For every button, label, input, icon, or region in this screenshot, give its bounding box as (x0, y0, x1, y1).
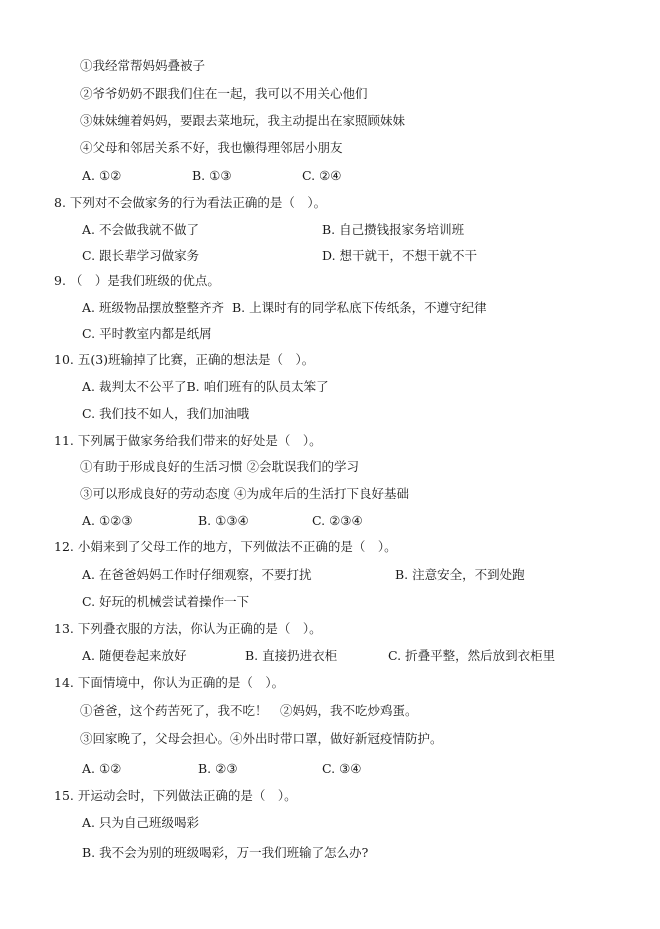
q10-option-ab: A. 裁判太不公平了B. 咱们班有的队员太笨了 (82, 379, 329, 394)
q8-option-b: B. 自己攒钱报家务培训班 (322, 222, 465, 237)
q14-statement-1: ①爸爸，这个药苦死了，我不吃！ ②妈妈，我不吃炒鸡蛋。 (80, 703, 418, 718)
q14-option-c: C. ③④ (322, 761, 362, 776)
q10-option-c: C. 我们技不如人，我们加油哦 (82, 406, 250, 421)
q7-statement-3: ③妹妹缠着妈妈，要跟去菜地玩，我主动提出在家照顾妹妹 (80, 113, 406, 128)
q14-option-b: B. ②③ (198, 761, 238, 776)
q9-stem: 9. （ ）是我们班级的优点。 (54, 273, 220, 288)
q8-option-a: A. 不会做我就不做了 (82, 222, 199, 237)
q13-option-c: C. 折叠平整，然后放到衣柜里 (388, 648, 556, 663)
q7-option-a: A. ①② (82, 168, 122, 183)
q15-stem: 15. 开运动会时，下列做法正确的是（ ）。 (54, 788, 297, 803)
q11-stem: 11. 下列属于做家务给我们带来的好处是（ ）。 (54, 433, 322, 448)
q8-stem: 8. 下列对不会做家务的行为看法正确的是（ ）。 (54, 195, 327, 210)
q13-stem: 13. 下列叠衣服的方法，你认为正确的是（ ）。 (54, 621, 322, 636)
q11-option-a: A. ①②③ (82, 513, 133, 528)
q12-option-c: C. 好玩的机械尝试着操作一下 (82, 594, 250, 609)
q11-statement-1: ①有助于形成良好的生活习惯 ②会耽误我们的学习 (80, 459, 359, 474)
q13-option-a: A. 随便卷起来放好 (82, 648, 187, 663)
q10-stem: 10. 五(3)班输掉了比赛，正确的想法是（ ）。 (54, 352, 315, 367)
q11-option-b: B. ①③④ (198, 513, 249, 528)
q7-option-c: C. ②④ (302, 168, 342, 183)
q12-stem: 12. 小娟来到了父母工作的地方，下列做法不正确的是（ ）。 (54, 539, 397, 554)
q8-option-c: C. 跟长辈学习做家务 (82, 248, 200, 263)
q14-statement-2: ③回家晚了，父母会担心。④外出时带口罩，做好新冠疫情防护。 (80, 731, 443, 746)
q15-option-b: B. 我不会为别的班级喝彩，万一我们班输了怎么办? (82, 845, 369, 860)
q12-option-b: B. 注意安全，不到处跑 (395, 567, 525, 582)
q15-option-a: A. 只为自己班级喝彩 (82, 815, 199, 830)
q9-option-a: A. 班级物品摆放整整齐齐 (82, 300, 224, 315)
q9-option-b: B. 上课时有的同学私底下传纸条，不遵守纪律 (232, 300, 487, 315)
q11-option-c: C. ②③④ (312, 513, 363, 528)
q8-option-d: D. 想干就干，不想干就不干 (322, 248, 478, 263)
q7-option-b: B. ①③ (192, 168, 232, 183)
q14-option-a: A. ①② (82, 761, 122, 776)
q14-stem: 14. 下面情境中，你认为正确的是（ ）。 (54, 675, 285, 690)
q7-statement-2: ②爷爷奶奶不跟我们住在一起，我可以不用关心他们 (80, 86, 368, 101)
q12-option-a: A. 在爸爸妈妈工作时仔细观察，不要打扰 (82, 567, 312, 582)
q13-option-b: B. 直接扔进衣柜 (245, 648, 338, 663)
q7-statement-1: ①我经常帮妈妈叠被子 (80, 58, 206, 73)
q11-statement-2: ③可以形成良好的劳动态度 ④为成年后的生活打下良好基础 (80, 486, 409, 501)
q7-statement-4: ④父母和邻居关系不好，我也懒得理邻居小朋友 (80, 140, 343, 155)
q9-option-c: C. 平时教室内都是纸屑 (82, 326, 212, 341)
